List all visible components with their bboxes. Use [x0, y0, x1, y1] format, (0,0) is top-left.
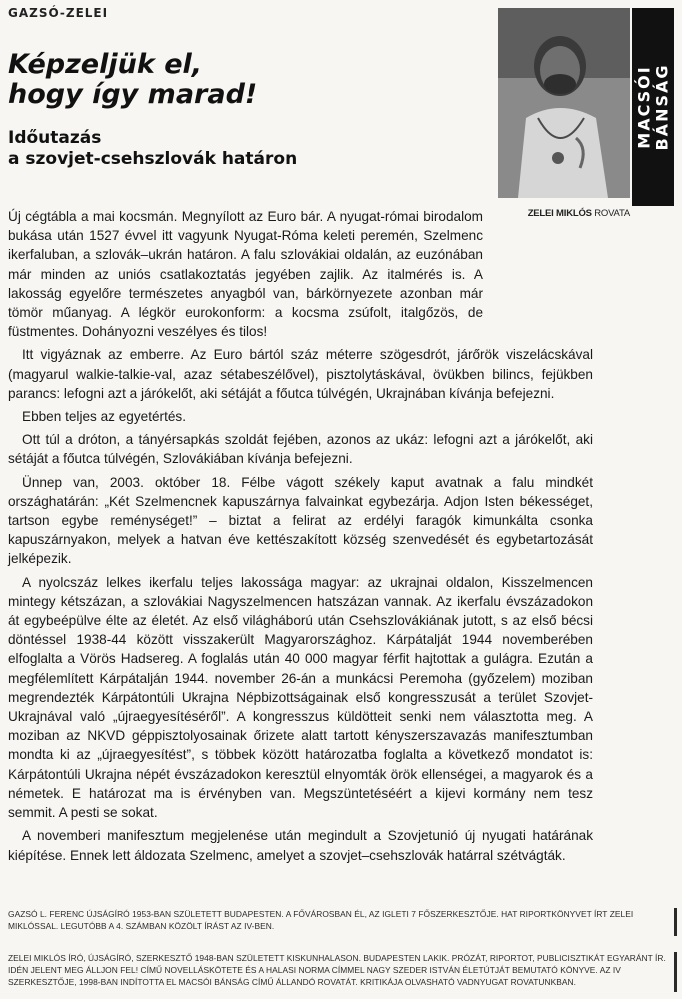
- subtitle-line-2: a szovjet-csehszlovák határon: [8, 149, 298, 169]
- article-title: [8, 50, 488, 110]
- author-header: GAZSÓ-ZELEI: [8, 6, 109, 20]
- column-label-line-2: BÁNSÁG: [652, 63, 672, 151]
- column-label-line-1: MACSÓI: [634, 65, 654, 149]
- article-body: [8, 207, 593, 869]
- title-line-2: hogy így marad!: [8, 79, 258, 110]
- title-line-1: Képzeljük el,: [8, 49, 203, 80]
- bio-divider-bar: [674, 952, 677, 992]
- bio-divider-bar: [674, 908, 677, 936]
- paragraph: A nyolcszáz lelkes ikerfalu teljes lakossága magyar: az ukrajnai oldalon, Kisszelmencen mintegy kétszázan, a szlovákiai Nagyszelmencen hatszázan vannak. Az ikerfalu évszázadokon át egybeépülve élte az életét. Az első világháború után Csehszlovákiának jutott, s az első bécsi döntéssel 1938-44 között visszakerült Magyarországhoz. Kárpátalját 1944 novemberében elfoglalta a Vörös Hadsereg. A foglalás után 40 000 magyar férfit hajtottak a gulágra. Ezután a megfélemlített Kárpátalján 1944. november 26-án a munkácsi Peremoha (győzelem) moziban megrendezték Kárpátontúli Ukrajna Népbizottságainak első kongresszusát a terület Szovjet-Ukrajnával való „újraegyesítéséről”. A kongresszus küldötteit senki nem választotta meg. A moziban az NKVD géppisztolyosainak őrizete alatt tartott kényszerszavazás manifesztumban mondta ki az „újraegyesítést”, s többek között határozatba foglalta a következő mondatot is: Kárpátontúli Ukrajna népét évszázadokon keresztül elnyomták örök ellenségei, a magyarok és a németek. E határozat ma is érvényben van. Megszüntetéséért a kijevi kormány nem tesz semmit. A pesti se sokat.: [8, 574, 593, 821]
- paragraph: Itt vigyáznak az emberre. Az Euro bártól száz méterre szögesdrót, járőrök viszelácskával (magyarul walkie-talkie-val, azaz sétabeszélővel), pisztolytáskával, övükben bilincs, fejükben parancs: lefogni azt a járókelőt, aki sétáját a főutca túlvégén, Ukrajnában kívánja befejezni.: [8, 347, 593, 401]
- author-portrait-photo: [498, 8, 630, 198]
- column-word: ROVATA: [594, 208, 630, 219]
- author-bio-gazso: GAZSÓ L. FERENC ÚJSÁGÍRÓ 1953-BAN SZÜLETETT BUDAPESTEN. A FŐVÁROSBAN ÉL, AZ IGLETI 7 FŐSZERKESZTŐJE. HAT RIPORTKÖNYVET ÍRT ZELEI MIKLÓSSAL. LEGUTÓBB A 4. SZÁMBAN KÖZÖLT ÍRÁST AZ IV-BEN.: [8, 909, 634, 931]
- paragraph: Ebben teljes az egyetértés.: [22, 409, 186, 425]
- subtitle-line-1: Időutazás: [8, 128, 102, 148]
- author-bio-zelei: ZELEI MIKLÓS ÍRÓ, ÚJSÁGÍRÓ, SZERKESZTŐ 1948-BAN SZÜLETETT KISKUNHALASON. BUDAPESTEN LAKIK. PRÓZÁT, RIPORTOT, PUBLICISZTIKÁT EGYARÁNT ÍR. IDÉN JELENT MEG ÁLLJON FEL! CÍMŰ NOVELLÁSKÖTETE ÉS A HALASI NORMA CÍMMEL NAGY SZEDER ISTVÁN ÉLETÚTJÁT BEMUTATÓ KÖNYVE. AZ IV SZERKESZTŐJE, 1998-BAN INDÍTOTTA EL MACSÓI BÁNSÁG CÍMŰ ÁLLANDÓ ROVATÁT. KRITIKÁJA OLVASHATÓ VADNYUGAT ROVATUNKBAN.: [8, 953, 666, 987]
- paragraph: Új cégtábla a mai kocsmán. Megnyílott az Euro bár. A nyugat-római birodalom bukása után 1527 évvel itt vagyunk Nyugat-Róma keleti peremén, Szelmenc ikerfaluban, a szlovák–ukrán határon. A falu szlovákiai oldalán, az euzónában már minden az uniós csatlakoztatás jegyében zajlik. Az italmérés is. A lakosság egyelőre természetes anyagból van, bárkörnyezete azonban már tömör műanyag. A légkör eurokonform: a kocsma zsúfolt, italgőzös, de füstmentes. Dohányozni veszélyes és tilos!: [8, 209, 483, 340]
- column-author: ZELEI MIKLÓS: [527, 208, 592, 219]
- paragraph: A novemberi manifesztum megjelenése után megindult a Szovjetunió új nyugati határának kiépítése. Ennek lett áldozata Szelmenc, amelyet a szovjet–csehszlovák határral szétvágták.: [8, 828, 593, 863]
- paragraph: Ott túl a dróton, a tányérsapkás szoldát fejében, azonos az ukáz: lefogni azt a járókelőt, aki sétáját a főutca túlvégén, Szlovákiában kívánja befejezni.: [8, 432, 593, 467]
- article-subtitle: [8, 128, 488, 170]
- portrait-illustration: [498, 8, 630, 198]
- column-label-banner: [632, 8, 674, 206]
- paragraph: Ünnep van, 2003. október 18. Félbe vágott székely kaput avatnak a falu mindkét országhatárán: „Két Szelmencnek kapuszárnya falvainkat egybezárja. Adjon Isten békességet, tartson egybe reménységet!” – biztat a felirat az erdélyi faragók kimunkálta csonka kapuszárnyakon, melyek a hatvan éve kettészakított község szenvedését és egybetartozását jelképezik.: [8, 474, 593, 567]
